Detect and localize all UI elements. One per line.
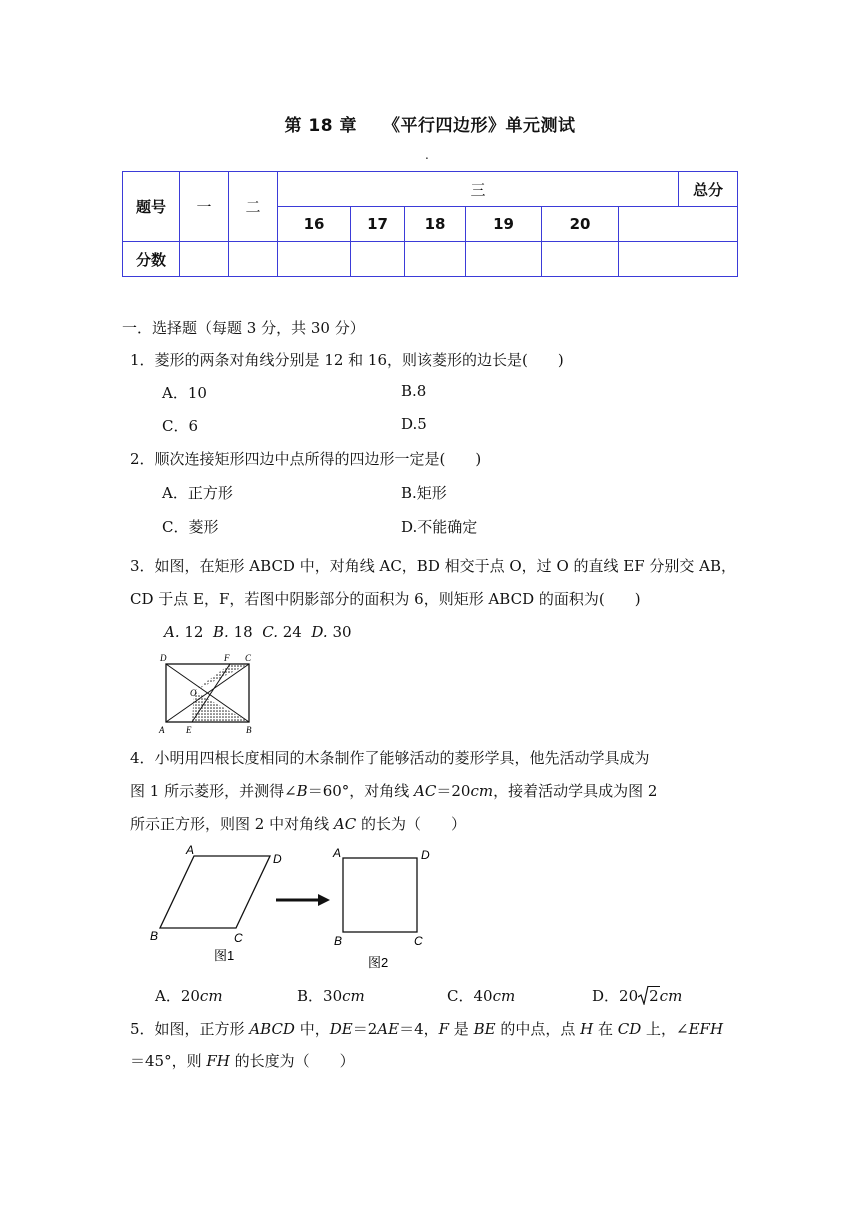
- q5-text: 5．如图，正方形: [130, 1020, 250, 1038]
- q2-option-b: B.矩形: [401, 484, 447, 502]
- q4-figures: [146, 842, 446, 972]
- score-cell: [180, 242, 229, 277]
- q5-text: 的中点，点: [495, 1020, 581, 1038]
- q4-diagonal-ac: AC: [333, 815, 357, 833]
- q2-option-d: D.不能确定: [401, 518, 478, 536]
- q3-label-b: B: [246, 725, 252, 735]
- q4-option-c-unit: cm: [492, 987, 516, 1005]
- q3-label-a: A: [159, 725, 165, 735]
- score-cell: [351, 242, 405, 277]
- title-chapter: 第 18 章: [284, 116, 357, 136]
- q4-angle-b: B: [296, 782, 308, 800]
- q4-text: ＝60°，对角线: [307, 782, 415, 800]
- question-5-line-2: [130, 1051, 355, 1071]
- q4-figure-1-rhombus: [150, 843, 282, 963]
- fig1-label-b: B: [150, 929, 159, 943]
- q4-text: ＝20: [436, 782, 471, 800]
- q5-text: ＝4，: [399, 1020, 439, 1038]
- q4-option-d-unit: cm: [659, 987, 683, 1005]
- question-2-text: 2．顺次连接矩形四边中点所得的四边形一定是( ): [130, 450, 482, 468]
- q4-option-c: [447, 985, 515, 1006]
- q3-label-d: D: [160, 653, 167, 663]
- score-cell: [542, 242, 619, 277]
- q1-option-b: B.8: [401, 382, 427, 400]
- q5-var: ABCD: [249, 1020, 295, 1038]
- q3-option-a-value: 12: [184, 623, 204, 641]
- score-table-label-score: 分数: [123, 242, 180, 277]
- q4-text: ，接着活动学具成为图 2: [493, 782, 658, 800]
- q4-option-d: [592, 985, 682, 1006]
- score-table-col-total: 总分: [679, 172, 738, 207]
- q5-text: 上，∠: [641, 1020, 689, 1038]
- score-table-col-1: 一: [180, 172, 229, 242]
- q5-var: EFH: [688, 1020, 724, 1038]
- q4-option-b-value: B．30: [297, 987, 343, 1005]
- question-4-line-3: [130, 814, 466, 834]
- arrow-icon: [276, 894, 330, 906]
- q5-text: ＝2: [352, 1020, 378, 1038]
- q1-option-c: C．6: [162, 417, 199, 435]
- q5-text: 是: [449, 1020, 474, 1038]
- fig2-label-c: C: [414, 934, 423, 948]
- title-main: 《平行四边形》单元测试: [383, 116, 576, 136]
- q4-diagonal-ac: AC: [414, 782, 437, 800]
- q4-option-a: [155, 985, 223, 1006]
- q5-text: 的长度为（ ）: [229, 1052, 355, 1070]
- score-table-label-number: 题号: [123, 172, 180, 242]
- q5-var: BE: [473, 1020, 496, 1038]
- q5-var: DE: [329, 1020, 353, 1038]
- q3-shaded-bottom: [192, 691, 249, 722]
- fig2-caption: 图2: [368, 955, 389, 970]
- q3-label-f: F: [224, 653, 230, 663]
- question-4-line-2: [130, 781, 657, 801]
- q2-option-c: C．菱形: [162, 518, 219, 536]
- score-cell: [405, 242, 466, 277]
- score-table-col-3: 三: [278, 172, 679, 207]
- q5-var: FH: [206, 1052, 230, 1070]
- score-table-col-2: 二: [229, 172, 278, 242]
- fig2-label-b: B: [334, 934, 343, 948]
- score-table-sub-empty: [619, 207, 738, 242]
- q3-option-c-value: 24: [282, 623, 302, 641]
- fig1-label-c: C: [234, 931, 243, 945]
- q3-rectangle-figure: [156, 650, 266, 736]
- q4-option-b: [297, 985, 365, 1006]
- fig1-label-a: A: [186, 843, 195, 857]
- score-table: [122, 171, 738, 277]
- q3-option-c-letter: C.: [262, 623, 278, 641]
- score-cell: [278, 242, 351, 277]
- q4-option-d-radicand: 2: [649, 987, 659, 1005]
- q4-unit-cm: cm: [470, 782, 494, 800]
- q4-option-d-value: D．20: [592, 987, 639, 1005]
- q3-option-d-letter: D.: [311, 623, 328, 641]
- q5-text: 在: [593, 1020, 618, 1038]
- score-table-sub-18: 18: [405, 207, 466, 242]
- q5-var: F: [438, 1020, 450, 1038]
- q3-label-c: C: [245, 653, 252, 663]
- q1-option-a: A．10: [162, 384, 207, 402]
- question-4-line-1: 4．小明用四根长度相同的木条制作了能够活动的菱形学具，他先活动学具成为: [130, 749, 650, 767]
- question-5-line-1: [130, 1019, 723, 1039]
- q4-text: 的长为（ ）: [356, 815, 466, 833]
- section-heading: 一．选择题（每题 3 分，共 30 分）: [122, 319, 365, 337]
- q3-option-b-value: 18: [233, 623, 253, 641]
- q5-var: CD: [617, 1020, 642, 1038]
- q4-figure-2-square: [332, 846, 430, 970]
- q5-text: ＝45°，则: [130, 1052, 207, 1070]
- score-table-sub-17: 17: [351, 207, 405, 242]
- q1-option-d: D.5: [401, 415, 427, 433]
- q3-options: [164, 623, 352, 641]
- question-1-text: 1．菱形的两条对角线分别是 12 和 16，则该菱形的边长是( ): [130, 351, 564, 369]
- q4-option-c-value: C．40: [447, 987, 493, 1005]
- q4-option-b-unit: cm: [342, 987, 365, 1005]
- q4-text: 所示正方形，则图 2 中对角线: [130, 815, 334, 833]
- question-3-line-2: CD 于点 E，F，若图中阴影部分的面积为 6，则矩形 ABCD 的面积为( ): [130, 590, 641, 608]
- q5-var: AE: [377, 1020, 400, 1038]
- fig1-caption: 图1: [214, 948, 235, 963]
- fig2-label-d: D: [421, 848, 430, 862]
- q3-option-d-value: 30: [332, 623, 352, 641]
- page-title: [0, 111, 860, 136]
- score-table-sub-16: 16: [278, 207, 351, 242]
- q4-option-a-unit: cm: [199, 987, 223, 1005]
- q3-label-e: E: [186, 725, 192, 735]
- q4-text: 图 1 所示菱形，并测得∠: [130, 782, 297, 800]
- q5-text: 中，: [294, 1020, 330, 1038]
- fig1-label-d: D: [273, 852, 282, 866]
- q3-label-o: O: [190, 688, 197, 698]
- sqrt-icon: [638, 987, 660, 1005]
- score-cell: [229, 242, 278, 277]
- q3-option-a-letter: A.: [164, 623, 180, 641]
- score-table-sub-19: 19: [466, 207, 542, 242]
- q2-option-a: A．正方形: [162, 484, 233, 502]
- title-dot: .: [425, 148, 429, 162]
- question-3-line-1: 3．如图，在矩形 ABCD 中，对角线 AC，BD 相交于点 O，过 O 的直线 EF 分别交 AB，: [130, 557, 737, 575]
- q3-option-b-letter: B.: [213, 623, 229, 641]
- fig2-label-a: A: [333, 846, 342, 860]
- score-cell: [466, 242, 542, 277]
- q5-var: H: [580, 1020, 594, 1038]
- score-cell: [619, 242, 738, 277]
- score-table-sub-20: 20: [542, 207, 619, 242]
- q4-option-a-value: A．20: [155, 987, 200, 1005]
